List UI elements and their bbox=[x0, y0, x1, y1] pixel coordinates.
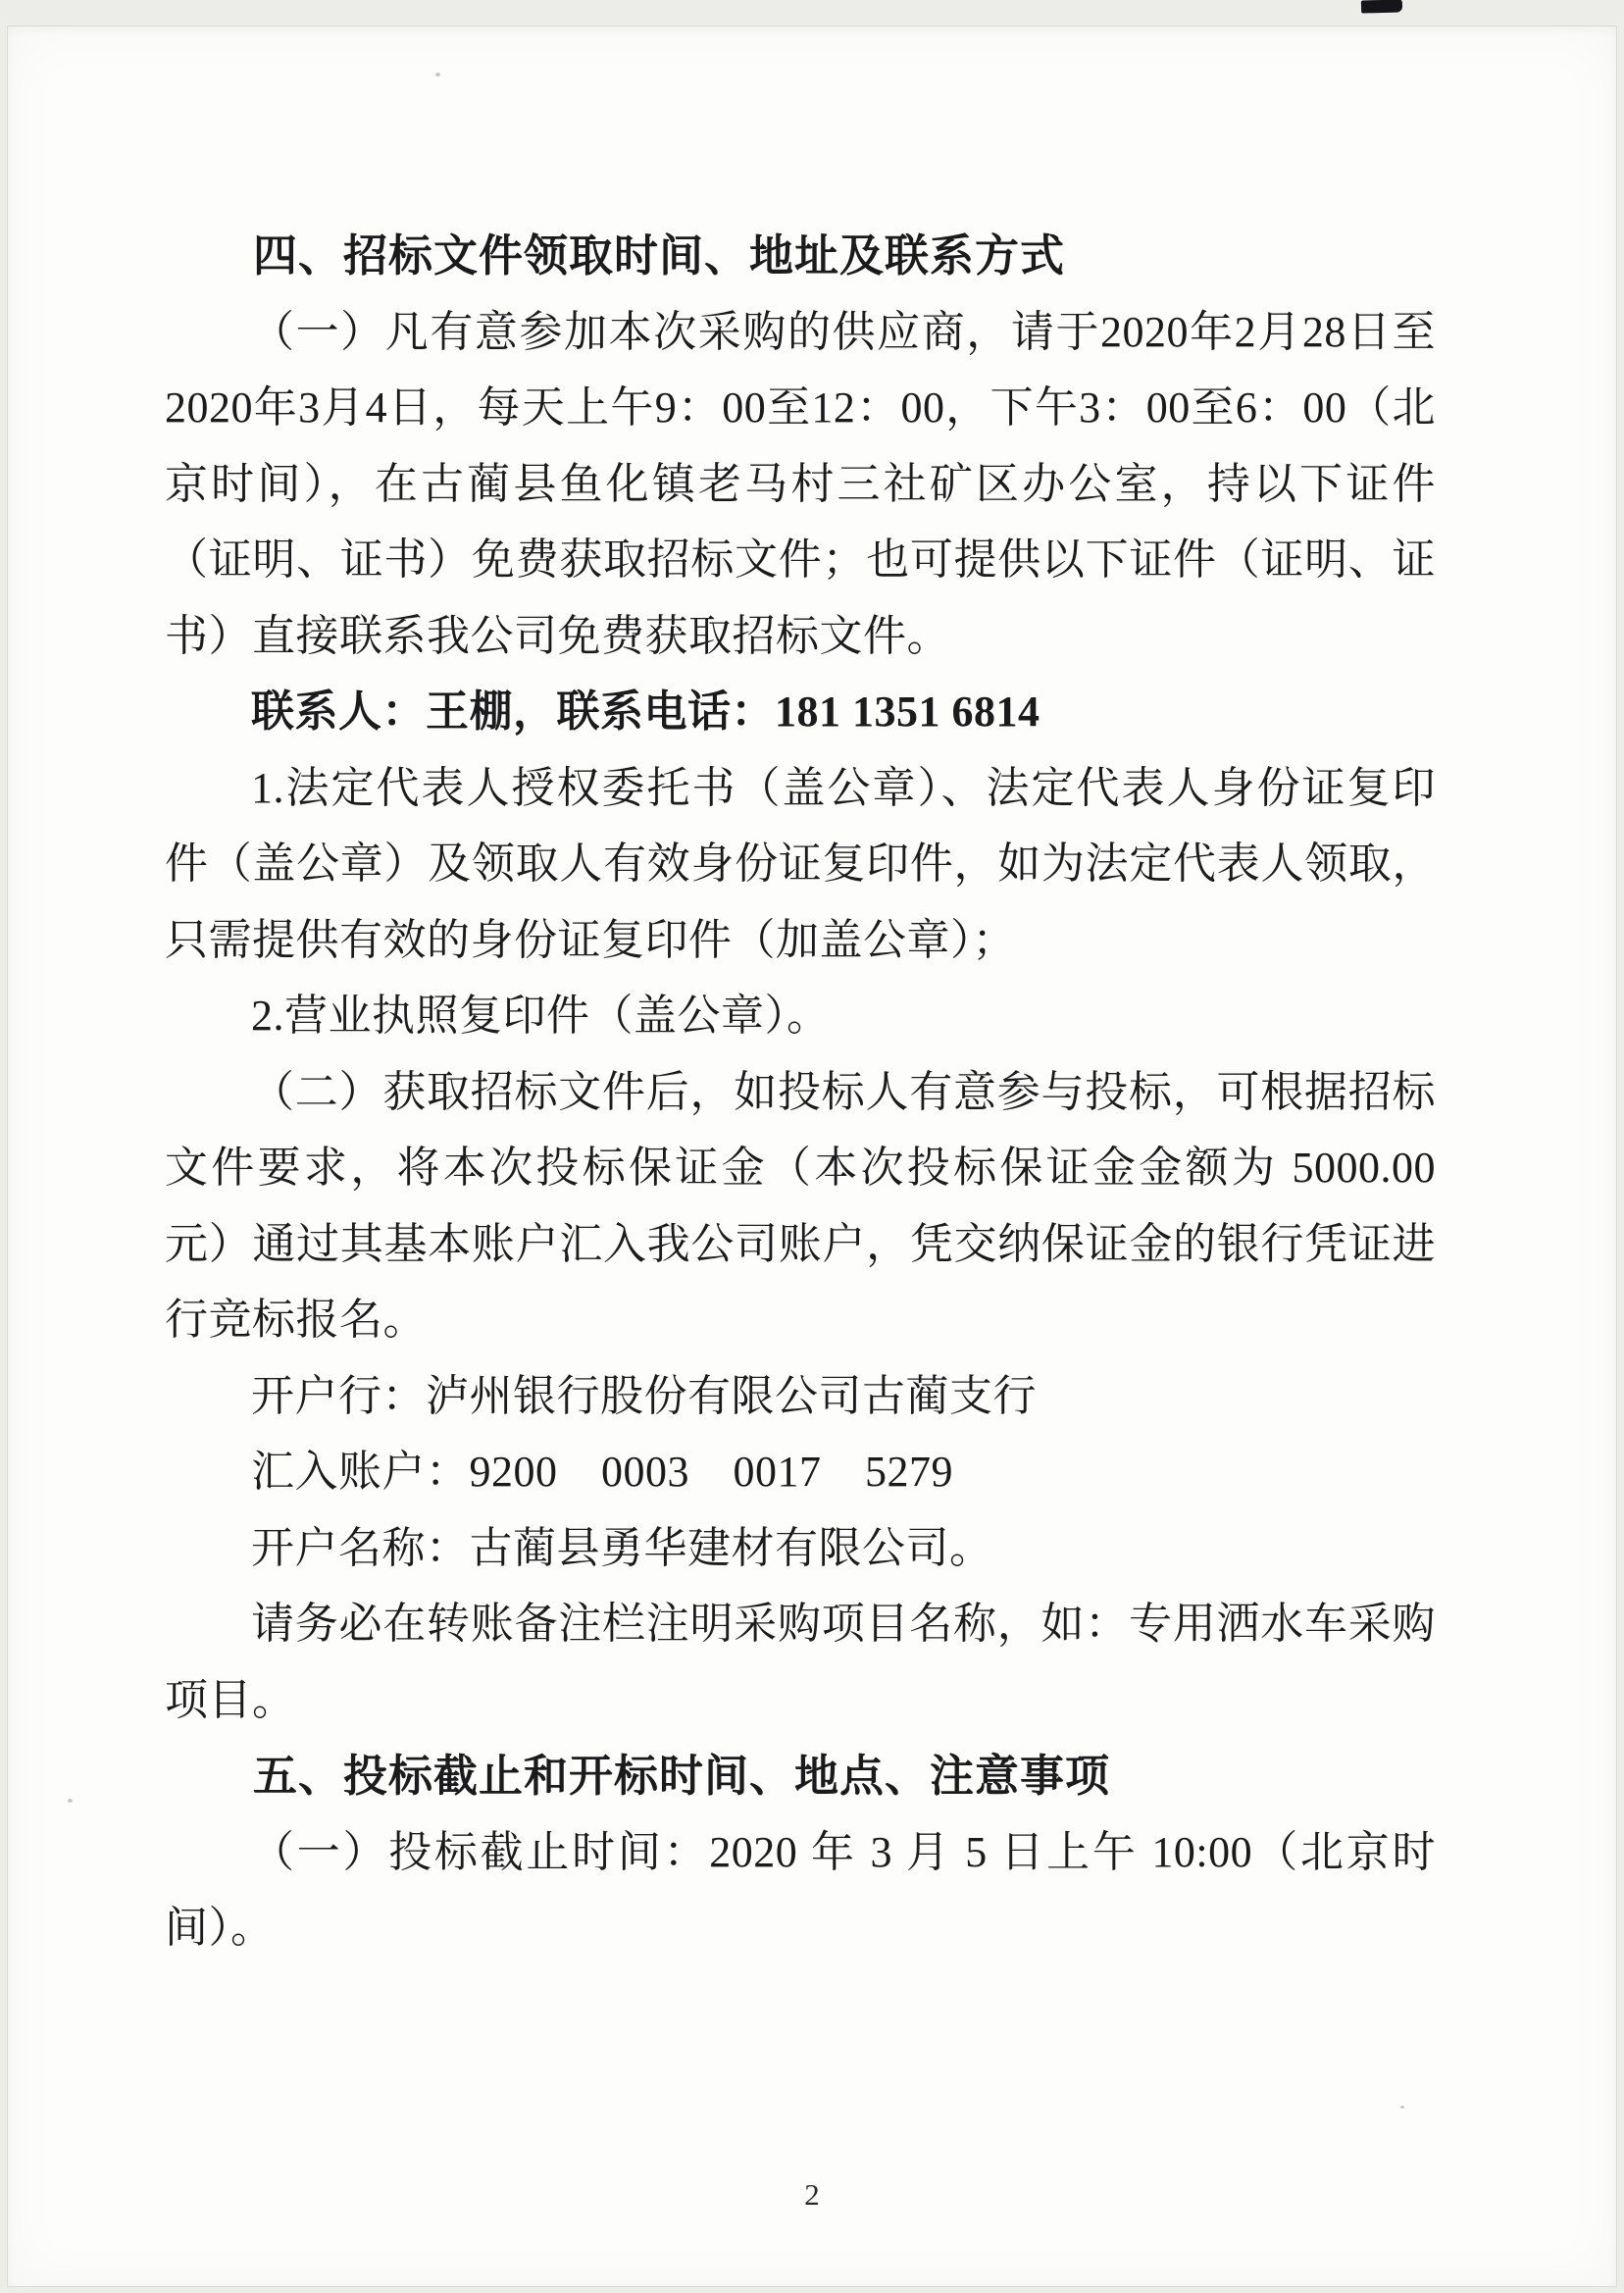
scan-speck bbox=[68, 1799, 73, 1803]
transfer-note-paragraph: 请务必在转账备注栏注明采购项目名称，如：专用洒水车采购项目。 bbox=[165, 1600, 1436, 1724]
scan-speck bbox=[1400, 2106, 1404, 2109]
list-item-business-license: 2.营业执照复印件（盖公章）。 bbox=[251, 992, 831, 1040]
scan-speck bbox=[435, 73, 440, 76]
bank-name-line: 开户行：泸州银行股份有限公司古蔺支行 bbox=[251, 1371, 1037, 1420]
account-holder-line: 开户名称：古蔺县勇华建材有限公司。 bbox=[251, 1523, 993, 1572]
paragraph-bid-deposit: （二）获取招标文件后，如投标人有意参与投标，可根据招标文件要求，将本次投标保证金（本次投标保证金金额为 5000.00 元）通过其基本账户汇入我公司账户，凭交纳保证金的银行凭证进行竞标报名。 bbox=[165, 1067, 1436, 1344]
contact-line: 联系人：王棚，联系电话：181 1351 6814 bbox=[251, 688, 1040, 736]
paragraph-bid-deadline: （一）投标截止时间：2020 年 3 月 5 日上午 10:00（北京时间）。 bbox=[165, 1827, 1436, 1952]
document-body bbox=[165, 218, 1436, 1966]
scan-smudge-mark bbox=[1361, 0, 1402, 14]
page-number: 2 bbox=[804, 2177, 820, 2212]
paragraph-supplier-info: （一）凡有意参加本次采购的供应商，请于2020年2月28日至2020年3月4日，每天上午9：00至12：00，下午3：00至6：00（北京时间），在古蔺县鱼化镇老马村三社矿区办公室，持以下证件（证明、证书）免费获取招标文件；也可提供以下证件（证明、证书）直接联系我公司免费获取招标文件。 bbox=[165, 307, 1436, 660]
bank-account-line: 汇入账户：9200 0003 0017 5279 bbox=[251, 1448, 953, 1496]
section4-heading: 四、招标文件领取时间、地址及联系方式 bbox=[253, 230, 1066, 280]
list-item-authorization: 1.法定代表人授权委托书（盖公章）、法定代表人身份证复印件（盖公章）及领取人有效身份证复印件，如为法定代表人领取，只需提供有效的身份证复印件（加盖公章）； bbox=[165, 763, 1436, 964]
section5-heading: 五、投标截止和开标时间、地点、注意事项 bbox=[253, 1751, 1111, 1801]
